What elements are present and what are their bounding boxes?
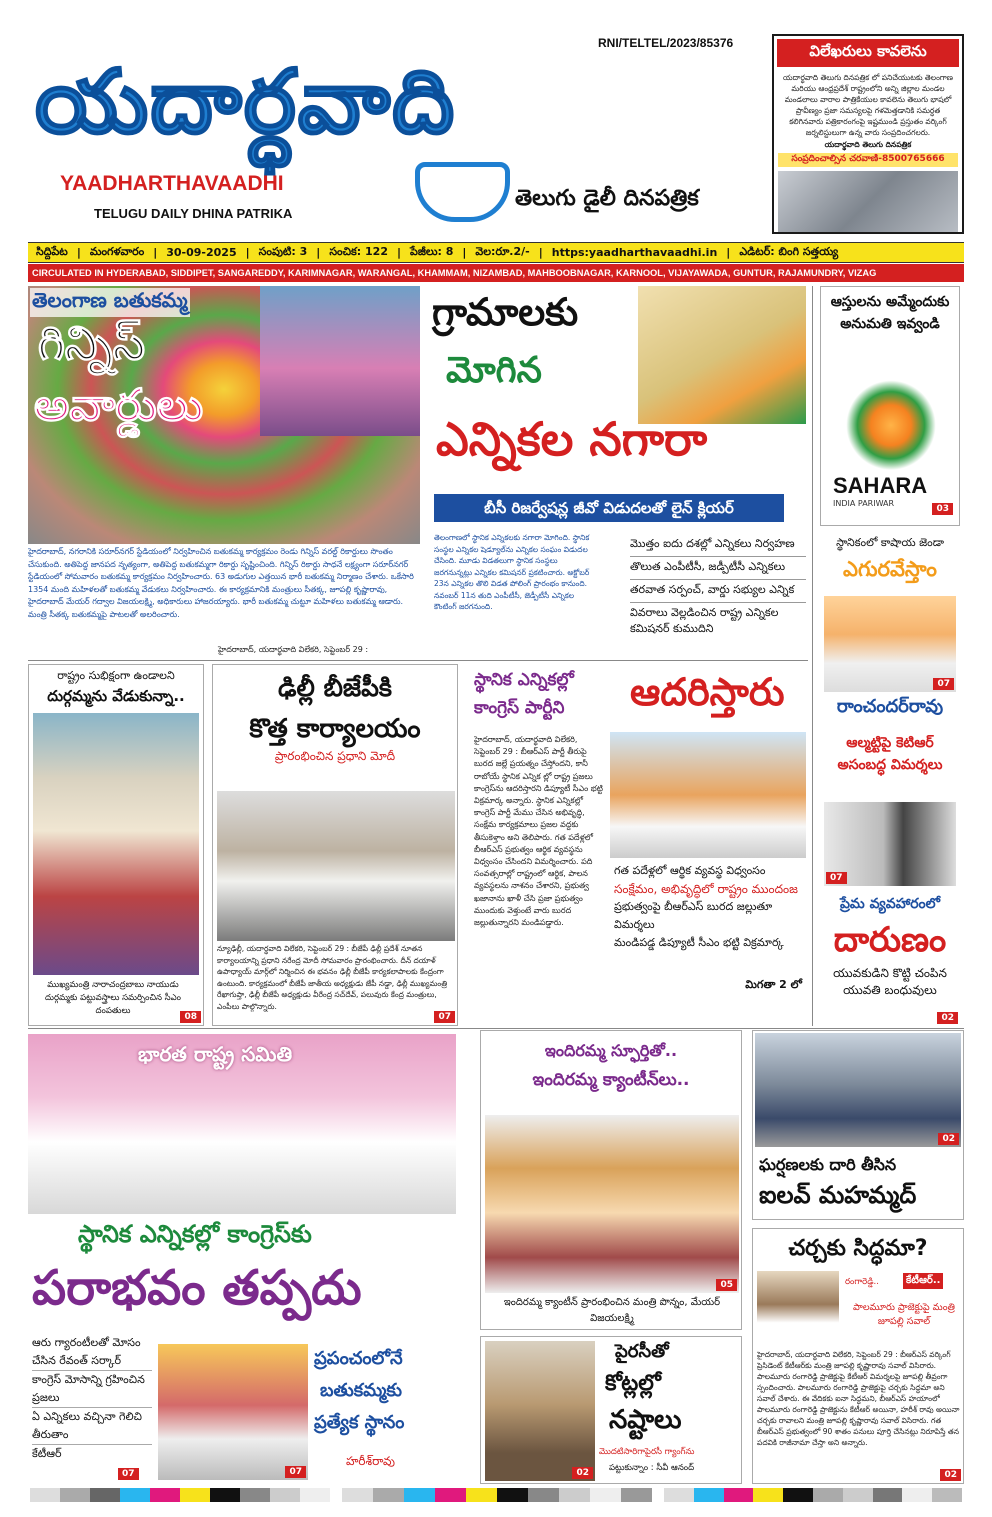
jupally-photo [757, 1271, 839, 1345]
story-batukamma [28, 286, 420, 656]
cong-bullet-4: మండిపడ్డ డిప్యూటీ సీఎం భట్టి విక్రమార్క [614, 936, 784, 949]
elections-bullet-1: మొత్తం ఐదు దశల్లో ఎన్నికలు నిర్వహణ [630, 534, 806, 557]
charcha-tag: కేటీఆర్.. [903, 1273, 943, 1289]
bjp-body: న్యూఢిల్లీ, యదార్థవాది విలేకరి, సెప్టెంబర్ 29 : బీజేపీ ఢిల్లీ ప్రదేశ్ నూతన కార్యాలయాన్ని ప్రధాని నరేంద్ర మోదీ సోమవారం ప్రారంభించారు. దీన్ దయాళ్ ఉపాధ్యాయ్ మార్గ్‌లో నిర్మించిన ఈ భవనం ఢిల్లీ బీజేపీ కార్యకలాపాలకు కేంద్రంగా ఉంటుంది. కార్యక్రమంలో బీజేపీ జాతీయ అధ్యక్షుడు జేపీ నడ్డా, ఢిల్లీ ముఖ్యమంత్రి రేఖాగుప్తా, ఢిల్లీ బీజేపీ అధ్యక్షుడు వీరేంద్ర సచ్‌దేవ్, పలువురు కేంద్ర మంత్రులు, ఎంపీలు పాల్గొన్నారు. [217, 944, 448, 1011]
story-ilav-muhammad [752, 1030, 964, 1220]
page-ref: 08 [180, 1011, 201, 1023]
cong-bullets [614, 862, 810, 952]
ad-footer: యదార్థవాది తెలుగు దినపత్రిక [824, 140, 912, 149]
page-ref: 07 [933, 678, 954, 690]
english-name: YAADHARTHAVAADHI [60, 172, 284, 195]
indiramma-photo [485, 1115, 739, 1293]
story-piracy [480, 1336, 742, 1484]
page-ref: 02 [937, 1012, 958, 1024]
registration-strip-2 [342, 1488, 652, 1502]
elections-bullets [630, 534, 806, 641]
indiramma-head1: ఇందిరమ్మ స్ఫూర్తితో.. [544, 1041, 678, 1060]
durga-caption: ముఖ్యమంత్రి నారాచంద్రబాబు నాయుడు దుర్గమ్మకు పట్టువస్త్రాలు సమర్పించిన సీఎం దంపతులు [45, 980, 181, 1016]
ilav-head2: ఐలవ్ మహమ్మద్ [759, 1181, 917, 1209]
story-ramchander [820, 536, 960, 722]
story-elections [428, 286, 806, 656]
story-sahara [820, 286, 960, 526]
registration-number: RNI/TELTEL/2023/85376 [598, 36, 734, 50]
bat2-head1: ప్రపంచంలోనే [314, 1348, 403, 1369]
english-subtitle: TELUGU DAILY DHINA PATRIKA [94, 206, 293, 221]
story-indiramma [480, 1030, 742, 1330]
story-love-crime [820, 896, 960, 1026]
batukamma-byline: హైదరాబాద్, యదార్థవాది విలేకరి, సెప్టెంబర్ 29 : [218, 645, 369, 654]
brs-head1: స్థానిక ఎన్నికల్లో కాంగ్రెస్‌కు [78, 1220, 312, 1248]
story-batukamma-2 [156, 1342, 456, 1482]
love-sub: యువకుడిని కొట్టి చంపిన యువతి బంధువులు [833, 966, 947, 997]
bat2-head3: ప్రత్యేక స్థానం [314, 1412, 405, 1433]
brs-bullets [32, 1334, 152, 1463]
charcha-sub: పాలమూరు ప్రాజెక్టుపై మంత్రి జూపల్లి సవాల్ [853, 1302, 955, 1327]
registration-strip-3 [664, 1488, 962, 1502]
pages: పేజీలు: 8 [410, 244, 454, 258]
volume: సంపుటి: 3 [258, 244, 308, 258]
masthead-emblem [415, 162, 510, 222]
day: మంగళవారం [89, 244, 145, 258]
page-ref: 07 [434, 1011, 455, 1023]
cong-more[interactable]: మిగతా 2 లో [745, 978, 802, 991]
cong-head2: కాంగ్రెస్ పార్టీని [474, 698, 565, 718]
sahara-head: ఆస్తులను అమ్మేందుకు అనుమతి ఇవ్వండి [830, 294, 950, 332]
sahara-logo [827, 369, 955, 517]
charcha-head: చర్చకు సిద్ధమా? [788, 1236, 928, 1261]
bjp-head1: ఢిల్లీ బీజేపీకి [278, 673, 392, 702]
love-head: దారుణం [833, 920, 947, 960]
anand-photo [485, 1341, 595, 1481]
brs-bullet-2: కాంగ్రెస్ మోసాన్ని గ్రహించిన ప్రజలు [32, 1371, 152, 1408]
bat2-head2: బతుకమ్మకు [320, 1380, 403, 1401]
durga-head: దుర్గమ్మను వేడుకున్నా.. [47, 687, 185, 705]
durga-photo [33, 713, 199, 975]
page-ref: 05 [716, 1279, 737, 1291]
elections-head1: గ్రామాలకు [432, 290, 579, 334]
cong-body: హైదరాబాద్, యదార్థవాది విలేకరి, సెప్టెంబర్ 29 : బీఆర్‌ఎస్ పార్టీ తీరుపై బురద జల్లే ప్రయత్నం చేస్తోందని, కానీ రాబోయే స్థానిక ఎన్నిక ల్లో రాష్ట్ర ప్రజలు కాంగ్రెస్‌ను ఆదరిస్తారని డిప్యూటీ సీఎం భట్టి విక్రమార్క అన్నారు. స్థానిక ఎన్నికల్లో కాంగ్రెస్ పార్టీ మేము చేసిన అభివృద్ధి, సంక్షేమ కార్యక్రమాలు ప్రజల వద్దకు తీసుకెళ్తాం అని తెలిపారు. గత పదేళ్లలో బీఆర్‌ఎస్ ప్రభుత్వం ఆర్థిక వ్యవస్థను విధ్వంసం చేసిందని విమర్శించారు. పది సంవత్సరాల్లో రాష్ట్రంలో ఆర్థిక, పాలన వ్యవస్థలను నాశనం చేశారని, ప్రభుత్వ ఖజానాను ఖాళీ చేసి ప్రజా ప్రభుత్వం ముందుకు వెళ్తుంటే వారు బురద జల్లుతున్నారని మండిపడ్డారు. [474, 735, 603, 928]
brs-bullet-3: ఏ ఎన్నికలు వచ్చినా గెలిచి తీరుతాం [32, 1408, 152, 1445]
elections-bullet-4: వివరాలు వెల్లడించిన రాష్ట్ర ఎన్నికల కమిషనర్ కుముదిని [630, 606, 779, 635]
issue: సంచిక: 122 [329, 244, 388, 258]
piracy-head1: పైరసీతో [615, 1341, 669, 1362]
sahara-logo-sub: INDIA PARIWAR [833, 499, 895, 508]
page-ref: 02 [572, 1467, 593, 1479]
cong-bullet-2: సంక్షేమం, అభివృద్ధిలో రాష్ట్రం ముందంజ [614, 882, 798, 896]
ad-heading: విలేఖరులు కావలెను [777, 39, 959, 67]
ad-contact: సంప్రదించాల్సిన చరవాణి-8500765666 [778, 153, 958, 167]
registration-strip-1 [30, 1488, 330, 1502]
elections-head2: మోగిన [446, 350, 542, 391]
bat2-sub: హరీశ్‌రావు [346, 1454, 395, 1468]
ramchander-photo [824, 596, 956, 692]
election-map-graphic [638, 286, 806, 424]
harish-photo [158, 1344, 308, 1480]
date: 30-09-2025 [166, 246, 237, 259]
story-charcha [752, 1228, 964, 1484]
page-ref: 03 [932, 503, 953, 515]
elections-bullet-2: తొలుత ఎంపీటీసీ, జడ్పీటీసీ ఎన్నికలు [630, 557, 806, 580]
elections-head3: ఎన్నికల నగారా [436, 412, 708, 466]
batukamma-kicker: తెలంగాణ బతుకమ్మ [30, 288, 190, 317]
website-link[interactable]: https:yaadharthavaadhi.in [551, 246, 718, 259]
charcha-body: హైదరాబాద్, యదార్థవాది విలేకరి, సెప్టెంబర్ 29 : బీఆర్‌ఎస్ వర్కింగ్ ప్రెసిడెంట్ కేటీఆర్‌కు మంత్రి జూపల్లి కృష్ణారావు సవాల్ విసిరారు. పాలమూరు రంగారెడ్డి ప్రాజెక్టుపై కేటీఆర్ విమర్శలపై జూపల్లి తీవ్రంగా స్పందించారు. పాలమూరు రంగారెడ్డి ప్రాజెక్టుపై చర్చకు సిద్ధమా అని సవాల్ చేశారు. ఈ వేదికకు ఐనా సిద్ధమని, బీఆర్‌ఎస్ హయాంలో పాలమూరు రంగారెడ్డి ప్రాజెక్టును కేటీఆర్ అయినా, హరీశ్ రావు అయినా చర్చకు రావాలని మంత్రి జూపల్లి కృష్ణారావు సవాల్ విసిరారు. గత బీఆర్‌ఎస్ ప్రభుత్వంలో 90 శాతం పనులు పూర్తి చేసినట్లు నిరూపిస్తే తన పదవికి రాజీనామా చేస్తా అని అన్నారు. [757, 1350, 960, 1447]
page-ref: 02 [938, 1133, 959, 1145]
piracy-sub1: మొదటిసారిగాపైరసీ గ్యాంగ్‌ను [599, 1447, 695, 1457]
page-ref: 07 [118, 1468, 139, 1480]
reporters-wanted-ad [772, 34, 964, 234]
charcha-place: రంగారెడ్డి.. [845, 1277, 879, 1287]
sahara-logo-text: SAHARA [833, 473, 928, 498]
row-divider [28, 1028, 964, 1029]
award-photo [260, 286, 420, 436]
ramchander-head: ఎగురవేస్తాం [843, 557, 937, 581]
ramchander-kicker: స్థానికంలో కాషాయ జెండా [836, 536, 944, 549]
brs-bullet-4: కేటీఆర్ [32, 1447, 62, 1460]
indiramma-head2: ఇందిరమ్మ క్యాంటీన్‌లు.. [532, 1070, 690, 1090]
ad-photo [778, 171, 958, 234]
elections-body: తెలంగాణలో స్థానిక ఎన్నికలకు నగారా మోగింది. స్థానిక సంస్థల ఎన్నికల షెడ్యూల్‌ను ఎన్నికల సంఘం విడుదల చేసింది. మూడు విడతలుగా స్థానిక సంస్థలు జరగనున్నట్లు ఎన్నికల కమిషనర్ ప్రకటించారు. అక్టోబర్ 23న ఎన్నికల తొలి విడత పోలింగ్ ప్రారంభం కానుంది. నవంబర్ 11న తుది ఎంపీటీసీ, జెడ్పీటీసీ ఎన్నికల కౌంటింగ్ జరగనుంది. [434, 533, 590, 611]
ad-body: యదార్థవాది తెలుగు దినపత్రిక లో పనిచేయుటకు తెలంగాణ మరియు ఆంధ్రప్రదేశ్ రాష్ట్రంలోని అన్ని జిల్లాల మండల మండలాలు వారాల పాత్రికేయుల కావలెను తెలుగు భాషలో ప్రావీణ్యం ప్రజా సమస్యలపై గళమెత్తడానికి సమర్ధత కలిగినవారు పత్రికారంగంపై ఇష్టముండి ప్రస్తుతం వర్కింగ్ జర్నలిస్టులుగా ఉన్న వారు సంప్రదించగలరు. [783, 73, 953, 137]
price: వెల:రూ.2/- [475, 244, 530, 258]
piracy-sub2: పట్టుకున్నాం : సీవీ ఆనంద్ [609, 1463, 695, 1473]
place: సిద్దిపేట [36, 244, 68, 258]
editor: ఎడిటర్: బింగి సత్తయ్య [739, 244, 839, 258]
brs-banner: భారత రాష్ట్ర సమితి [138, 1042, 293, 1066]
cong-bullet-3: ప్రభుత్వంపై బీఆర్‌ఎస్ బురద జల్లుతూ విమర్శలు [614, 900, 773, 931]
circulation-bar: CIRCULATED IN HYDERABAD, SIDDIPET, SANGAREDDY, KARIMNAGAR, WARANGAL, KHAMMAM, NIZAMBAD, MAHBOOBNAGAR, KARNOOL, VIJAYAWADA, GUNTUR, RAJAMUNDRY, VIZAG [28, 264, 964, 282]
batukamma-head2: అవార్డులు [34, 380, 204, 431]
info-bar: సిద్దిపేట | మంగళవారం | 30-09-2025 | సంపుటి: 3 | సంచిక: 122 | పేజీలు: 8 | వెల:రూ.2/- | https:yaadharthavaadhi.in | ఎడిటర్: బింగి సత్తయ్య [28, 242, 964, 263]
ilav-photo [755, 1033, 961, 1147]
bjp-sub: ప్రారంభించిన ప్రధాని మోదీ [274, 749, 396, 763]
brs-head2: పరాభవం తప్పదు [32, 1260, 362, 1316]
story-almatti [820, 732, 960, 888]
story-durga [28, 664, 204, 1026]
indiramma-caption: ఇందిరమ్మ క్యాంటీన్ ప్రారంభించిన మంత్రి పొన్నం, మేయర్ విజయలక్ష్మి [503, 1297, 721, 1324]
page-ref: 07 [285, 1466, 306, 1478]
almatti-photo [824, 802, 956, 886]
bjp-photo [217, 791, 455, 941]
piracy-head2: కోట్లల్లో [605, 1371, 661, 1396]
story-congress [470, 664, 810, 1026]
almatti-head: ఆల్మట్టిపై కెటిఆర్ అసంబద్ధ విమర్శలు [837, 735, 943, 773]
cong-bullet-1: గత పదేళ్లలో ఆర్థిక వ్యవస్థ విధ్వంసం [614, 864, 766, 877]
telugu-subtitle: తెలుగు డైలీ దినపత్రిక [515, 186, 699, 211]
story-bjp-office [212, 664, 458, 1026]
story-brs [28, 1034, 460, 1484]
ilav-head1: ఘర్షణలకు దారి తీసిన [759, 1155, 897, 1174]
masthead-logo: యదార్ధవాది [35, 50, 457, 153]
elections-bullet-3: తరవాత సర్పంచ్, వార్డు సభ్యుల ఎన్నిక [630, 580, 806, 603]
brs-bullet-1: ఆరు గ్యారంటీలతో మోసం చేసిన రేవంత్ సర్కార్ [32, 1334, 152, 1371]
cong-head3: ఆదరిస్తారు [630, 670, 785, 714]
batukamma-body: హైదరాబాద్, నగరానికి సరూర్‌నగర్ స్టేడియంలో నిర్వహించిన బతుకమ్మ కార్యక్రమం రెండు గిన్నిస్ వరల్డ్ రికార్డులు సొంతం చేసుకుంది. అతిపెద్ద జానపద నృత్యంగా, అతిపెద్ద బతుకమ్మగా రికార్డు సృష్టించింది. గిన్నిస్ రికార్డు సాధనే లక్ష్యంగా సరూర్‌నగర్ స్టేడియంలో సోమవారం బతుకమ్మ కార్యక్రమం నిర్వహించారు. 63 అడుగుల ఎత్తయిన భారీ బతుకమ్మ నిర్మాణం చేశారు. ఒకేసారి 1354 మంది మహిళలతో బతుకమ్మ వేడుకలు నిర్వహించారు. ఈ కార్యక్రమానికి మంత్రులు సీతక్క, జూపల్లి కృష్ణారావు, హైదరాబాద్ మేయర్ గద్వాల విజయలక్ష్మి, అధికారులు హాజరయ్యారు. భారీ బతుకమ్మ చుట్టూ మహిళలు బతుకమ్మ ఆడారు. మంత్రి సీతక్క బతుకమ్మపై పాటలతో అలరించారు. [28, 547, 414, 619]
love-kicker: ప్రేమ వ్యవహారంలో [839, 896, 941, 912]
ramchander-name: రాంచందర్‌రావు [836, 696, 944, 717]
cong-photo [610, 732, 806, 858]
cong-head1: స్థానిక ఎన్నికల్లో [474, 670, 574, 690]
bjp-head2: కొత్త కార్యాలయం [249, 714, 421, 744]
row-divider [28, 660, 808, 661]
column-divider [812, 286, 813, 1026]
durga-kicker: రాష్ట్రం సుభిక్షంగా ఉండాలని [57, 669, 175, 682]
page-ref: 02 [940, 1469, 961, 1481]
page-ref: 07 [826, 872, 847, 884]
piracy-head3: నష్టాలు [609, 1405, 682, 1435]
elections-banner: బీసీ రిజర్వేషన్ల జీవో విడుదలతో లైన్ క్లియర్ [434, 494, 784, 522]
batukamma-head1: గిన్నిస్ [38, 316, 146, 370]
